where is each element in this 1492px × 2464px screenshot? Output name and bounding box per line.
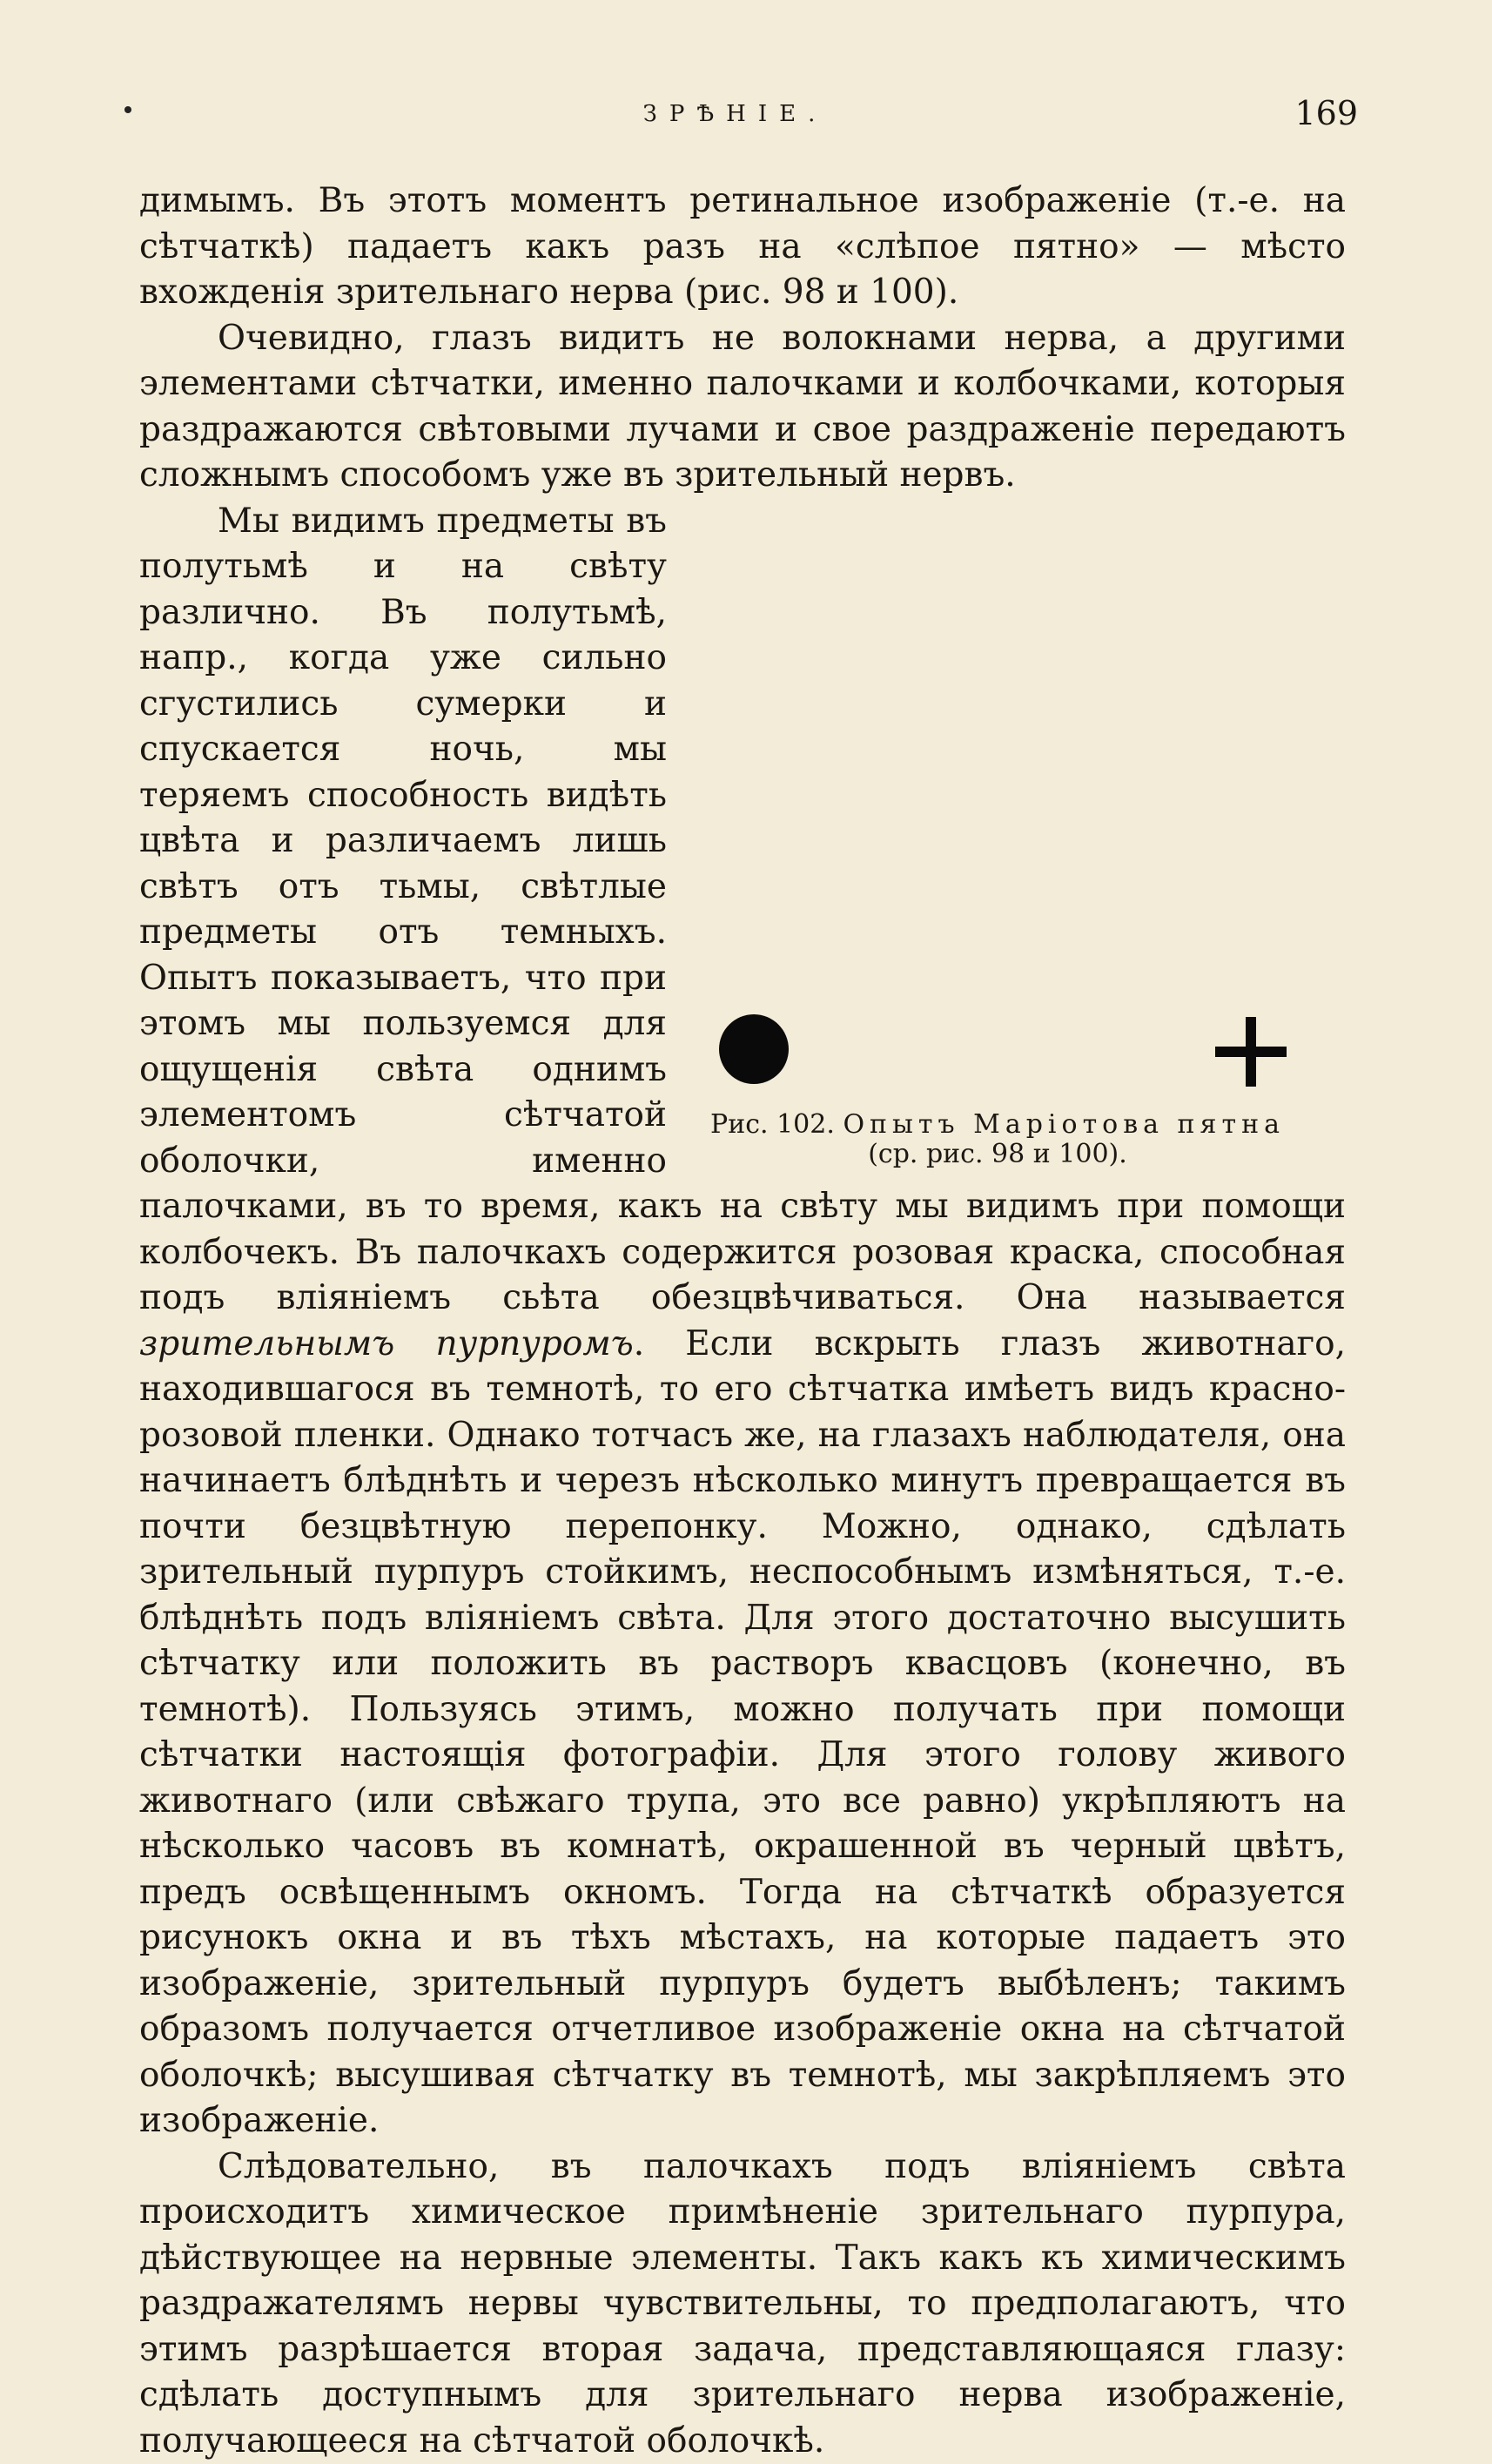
paragraph-2: Очевидно, глазъ видитъ не волокнами нерва, а другими элементами сѣтчатки, именно палочками и колбочками, которыя раздражаются свѣтовыми лучами и свое раздраженіе передаютъ сложнымъ способомъ уже въ зрительный нервъ. — [139, 316, 1346, 499]
paragraph-1: димымъ. Въ этотъ моментъ ретинальное изображеніе (т.-е. на сѣтчаткѣ) падаетъ какъ разъ на «слѣпое пятно» — мѣсто вхожденія зрительнаго нерва (рис. 98 и 100). — [139, 178, 1346, 316]
paragraph-3 — [139, 499, 1346, 2144]
cross-icon-vertical — [1246, 1017, 1256, 1087]
caption-ref: (ср. рис. 98 и 100). — [868, 1139, 1127, 1169]
paragraph-3-cont: . Если вскрыть глазъ животнаго, находившагося въ темнотѣ, то его сѣтчатка имѣетъ видъ красно-розовой пленки. Однако тотчасъ же, на глазахъ наблюдателя, она начинаетъ блѣднѣть и черезъ нѣсколько минутъ превращается въ почти безцвѣтную перепонку. Можно, однако, сдѣлать зрительный пурпуръ стойкимъ, неспособнымъ измѣняться, т.-е. блѣднѣть подъ вліяніемъ свѣта. Для этого достаточно высушить сѣтчатку или положить въ растворъ квасцовъ (конечно, въ темнотѣ). Пользуясь этимъ, можно получать при помощи сѣтчатки настоящія фотографіи. Для этого голову живого животнаго (или свѣжаго трупа, это все равно) укрѣпляютъ на нѣсколько часовъ въ комнатѣ, окрашенной въ черный цвѣтъ, предъ освѣщеннымъ окномъ. Тогда на сѣтчаткѣ образуется рисунокъ окна и въ тѣхъ мѣстахъ, на которые падаетъ это изображеніе, зрительный пурпуръ будетъ выбѣленъ; такимъ образомъ получается отчетливое изображеніе окна на сѣтчатой оболочкѣ; высушивая сѣтчатку въ темнотѣ, мы закрѣпляемъ это изображеніе. — [139, 1324, 1346, 2141]
italic-term: зрительнымъ пурпуромъ — [139, 1324, 634, 1363]
body-text — [139, 178, 1346, 2464]
paragraph-3-text: Мы видимъ предметы въ полутьмѣ и на свѣту различно. Въ полутьмѣ, напр., когда уже сильно сгустились сумерки и спускается ночь, мы теряемъ способность видѣть цвѣта и различаемъ лишь свѣтъ отъ тьмы, свѣтлые предметы отъ темныхъ. Опытъ показываетъ, что при этомъ мы пользуемся для ощущенія свѣта однимъ элементомъ сѣтчатой оболочки, именно палочками, въ то время, какъ на свѣту мы видимъ при помощи колбочекъ. Въ палочкахъ содержится розовая краска, способная подъ вліяніемъ сьѣта обезцвѣчиваться. Она называется — [139, 502, 1346, 1318]
black-dot-icon — [719, 1014, 789, 1084]
figure-102 — [684, 971, 1311, 1223]
running-title: ЗРѢНІЕ. — [118, 101, 1353, 127]
page-number: 169 — [1294, 94, 1358, 132]
figure-caption — [684, 1110, 1311, 1169]
paragraph-4: Слѣдовательно, въ палочкахъ подъ вліяніемъ свѣта происходитъ химическое примѣненіе зрительнаго пурпура, дѣйствующее на нервные элементы. Такъ какъ къ химическимъ раздражателямъ нервы чувствительны, то предполагаютъ, что этимъ разрѣшается вторая задача, представляющаяся глазу: сдѣлать доступнымъ для зрительнаго нерва изображеніе, получающееся на сѣтчатой оболочкѣ. — [139, 2144, 1346, 2464]
caption-title: Опытъ Маріотова пятна — [843, 1109, 1285, 1140]
running-header — [118, 94, 1353, 138]
caption-prefix: Рис. 102. — [710, 1109, 835, 1140]
